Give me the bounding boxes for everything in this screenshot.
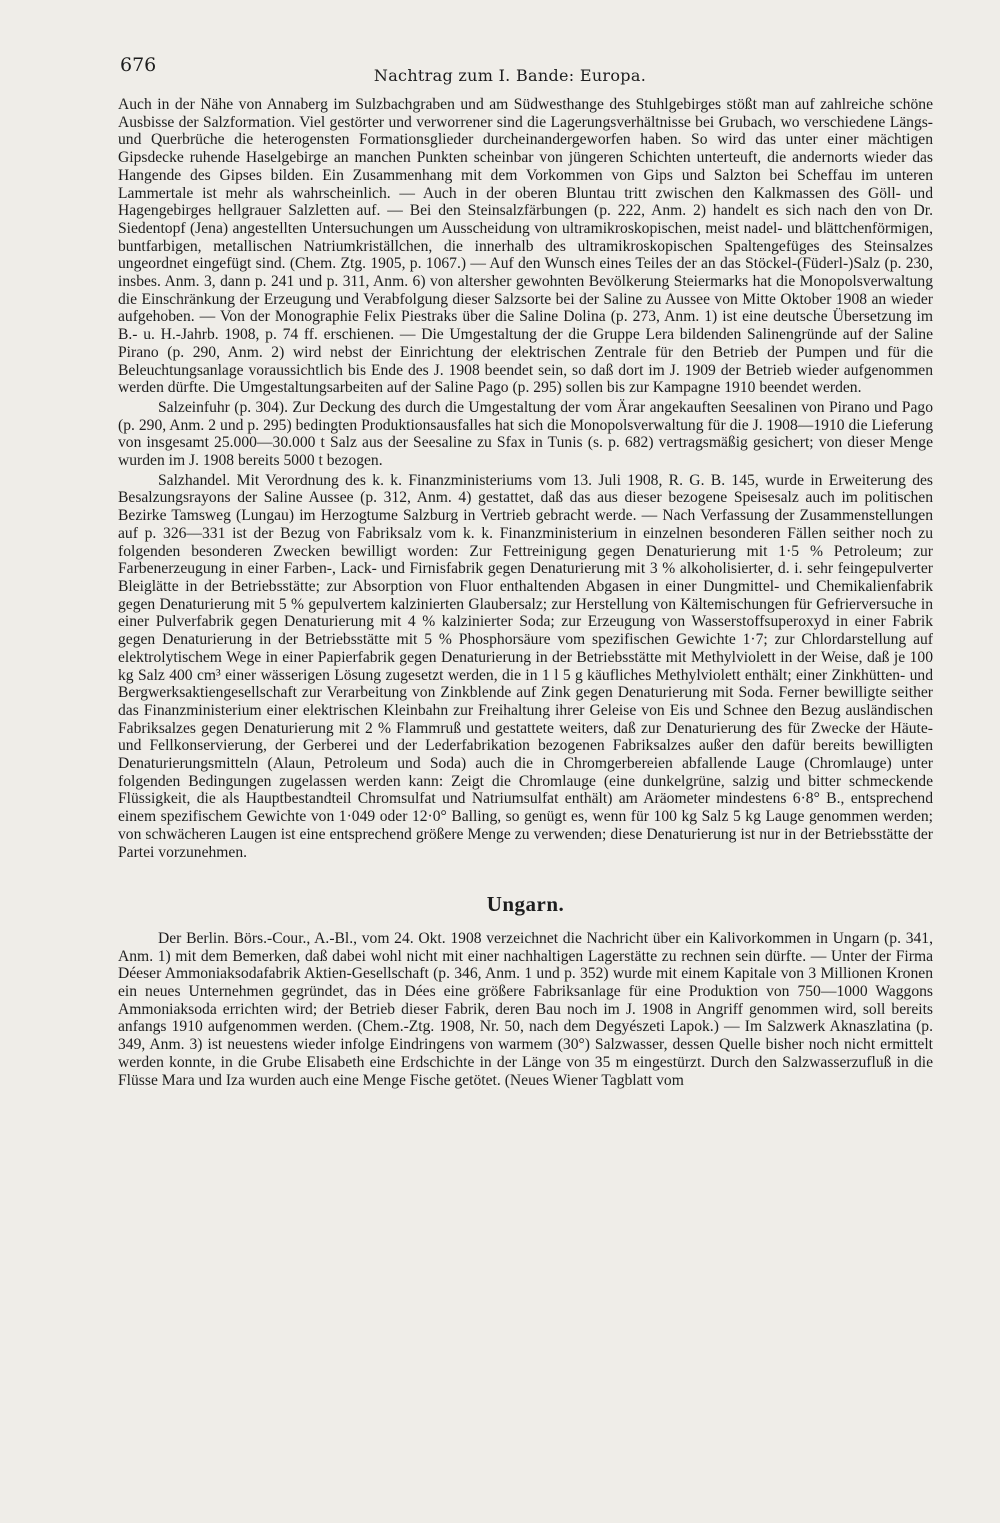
page-header	[120, 54, 900, 84]
section-heading-ungarn: Ungarn.	[486, 892, 565, 917]
paragraph-salzhandel: Salzhandel. Mit Verordnung des k. k. Finanzministeriums vom 13. Juli 1908, R. G. B. 145, wurde in Erweiterung des Besalzungsrayons der Saline Aussee (p. 312, Anm. 4) gestattet, daß das aus dieser bezogene Speisesalz auch im politischen Bezirke Tamsweg (Lungau) im Herzogtume Salzburg in Vertrieb gebracht werde. — Nach Verfassung der Zusammenstellungen auf p. 326—331 ist der Bezug von Fabriksalz vom k. k. Finanzministerium in einzelnen besonderen Fällen seither noch zu folgenden besonderen Zwecken bewilligt worden: Zur Fettreinigung gegen Denaturierung mit 1·5 % Petroleum; zur Farbenerzeugung in einer Farben-, Lack- und Firnisfabrik gegen Denaturierung mit 3 % alkoholisierter, d. i. sehr feingepulverter Bleiglätte in der Betriebsstätte; zur Absorption von Fluor enthaltenden Abgasen in einer Dungmittel- und Chemikalienfabrik gegen Denaturierung mit 5 % gepulvertem kalzinierten Glaubersalz; zur Herstellung von Kältemischungen für Gefrierversuche in einer Pulverfabrik gegen Denaturierung mit 4 % kalzinierter Soda; zur Erzeugung von Wasserstoffsuperoxyd in einer Fabrik gegen Denaturierung in der Betriebsstätte mit 5 % Phosphorsäure vom spezifischen Gewichte 1·7; zur Chlordarstellung auf elektrolytischem Wege in einer Papierfabrik gegen Denaturierung in der Betriebsstätte mit Methylviolett in der Weise, daß je 100 kg Salz 400 cm³ einer wässerigen Lösung zugesetzt werden, die in 1 l 5 g käufliches Methylviolett enthält; einer Zinkhütten- und Bergwerksaktiengesellschaft zur Verarbeitung von Zinkblende auf Zink gegen Denaturierung mit Soda. Ferner bewilligte seither das Finanzministerium einer elektrischen Kleinbahn zur Freihaltung ihrer Geleise von Eis und Schnee den Bezug ausländischen Fabriksalzes gegen Denaturierung mit 2 % Flammruß und gestattete weiters, daß zur Denaturierung des für Zwecke der Häute- und Fellkonservierung, der Gerberei und der Lederfabrikation bezogenen Fabriksalzes außer den dafür bereits bewilligten Denaturierungsmitteln (Alaun, Petroleum und Soda) auch die in Chromgerbereien abfallende Lauge (Chromlauge) unter folgenden Bedingungen zugelassen werden kann: Zeigt die Chromlauge (eine dunkelgrüne, salzig und bitter schmeckende Flüssigkeit, die als Hauptbestandteil Chromsulfat und Natriumsulfat enthält) am Aräometer mindestens 6·8° B., entsprechend einem spezifischem Gewichte von 1·049 oder 12·0° Balling, so genügt es, wenn für 100 kg Salz 5 kg Lauge genommen werden; von schwächeren Laugen ist eine entsprechend größere Menge zu verwenden; diese Denaturierung ist nur in der Betriebsstätte der Partei vorzunehmen.	[118, 471, 933, 861]
paragraph-salzformation: Auch in der Nähe von Annaberg im Sulzbachgraben und am Südwesthange des Stuhlgebirges stößt man auf zahlreiche schöne Ausbisse der Salzformation. Viel gestörter und verworrener sind die Lagerungsverhältnisse bei Grubach, wo verschiedene Längs- und Querbrüche die heterogensten Formationsglieder durcheinandergeworfen haben. So wird das unter einer mächtigen Gipsdecke ruhende Haselgebirge an manchen Punkten scheinbar von jüngeren Schichten unterteuft, die andernorts wieder das Hangende des Gipses bilden. Ein Zusammenhang mit dem Vorkommen von Gips und Salzton bei Scheffau im unteren Lammertale ist mehr als wahrscheinlich. — Auch in der oberen Bluntau tritt zwischen den Kalkmassen des Göll- und Hagengebirges hellgrauer Salzletten auf. — Bei den Steinsalzfärbungen (p. 222, Anm. 2) handelt es sich nach den von Dr. Siedentopf (Jena) angestellten Untersuchungen um Ausscheidung von ultramikroskopischen, meist nadel- und blättchenförmigen, buntfarbigen, metallischen Natriumkriställchen, die innerhalb des ultramikroskopischen Spaltengefüges des Steinsalzes ungeordnet eingefügt sind. (Chem. Ztg. 1905, p. 1067.) — Auf den Wunsch eines Teiles der an das Stöckel-(Füderl-)Salz (p. 230, insbes. Anm. 3, dann p. 241 und p. 311, Anm. 6) von altersher gewohnten Bevölkerung Steiermarks hat die Monopolsverwaltung die Einschränkung der Erzeugung und Verabfolgung dieser Salzsorte bei der Saline zu Aussee von Mitte Oktober 1908 an wieder aufgehoben. — Von der Monographie Felix Piestraks über die Saline Dolina (p. 273, Anm. 1) ist eine deutsche Übersetzung im B.- u. H.-Jahrb. 1908, p. 74 ff. erschienen. — Die Umgestaltung der die Gruppe Lera bildenden Salinengründe auf der Saline Pirano (p. 290, Anm. 2) wird nebst der Einrichtung der elektrischen Zentrale für den Betrieb der Pumpen und für die Beleuchtungsanlage voraussichtlich bis Ende des J. 1908 beendet sein, so daß dort im J. 1909 der Betrieb wieder aufgenommen werden dürfte. Die Umgestaltungsarbeiten auf der Saline Pago (p. 295) sollen bis zur Kampagne 1910 beendet werden.	[118, 96, 933, 397]
paragraph-ungarn: Der Berlin. Börs.-Cour., A.-Bl., vom 24. Okt. 1908 verzeichnet die Nachricht über ein Kalivorkommen in Ungarn (p. 341, Anm. 1) mit dem Bemerken, daß dabei wohl nicht mit einer nachhaltigen Lagerstätte zu rechnen sein dürfte. — Unter der Firma Déeser Ammoniaksodafabrik Aktien-Gesellschaft (p. 346, Anm. 1 und p. 352) wurde mit einem Kapitale von 3 Millionen Kronen ein neues Unternehmen gegründet, das in Dées eine größere Fabriksanlage für eine Produktion von 750—1000 Waggons Ammoniaksoda errichten wird; der Betrieb dieser Fabrik, deren Bau noch im J. 1908 in Angriff genommen wird, soll bereits anfangs 1910 aufgenommen werden. (Chem.-Ztg. 1908, Nr. 50, nach dem Degyészeti Lapok.) — Im Salzwerk Aknaszlatina (p. 349, Anm. 3) ist neuestens wieder infolge Eindringens von warmem (30°) Salzwasser, dessen Quelle bisher noch nicht ermittelt werden konnte, in die Grube Elisabeth eine Erdschichte in der Länge von 35 m eingestürzt. Durch den Salzwasserzufluß in die Flüsse Mara und Iza wurden auch eine Menge Fische getötet. (Neues Wiener Tagblatt vom	[118, 929, 933, 1089]
page-number: 676	[120, 54, 157, 76]
running-title: Nachtrag zum I. Bande: Europa.	[373, 66, 647, 85]
document-body	[118, 96, 933, 1089]
paragraph-salzeinfuhr: Salzeinfuhr (p. 304). Zur Deckung des durch die Umgestaltung der vom Ärar angekauften Seesalinen von Pirano und Pago (p. 290, Anm. 2 und p. 295) bedingten Produktionsausfalles hat sich die Monopolsverwaltung für die J. 1908—1910 die Lieferung von insgesamt 25.000—30.000 t Salz aus der Seesaline zu Sfax in Tunis (s. p. 682) vertragsmäßig gesichert; von dieser Menge wurden im J. 1908 bereits 5000 t bezogen.	[118, 398, 933, 470]
